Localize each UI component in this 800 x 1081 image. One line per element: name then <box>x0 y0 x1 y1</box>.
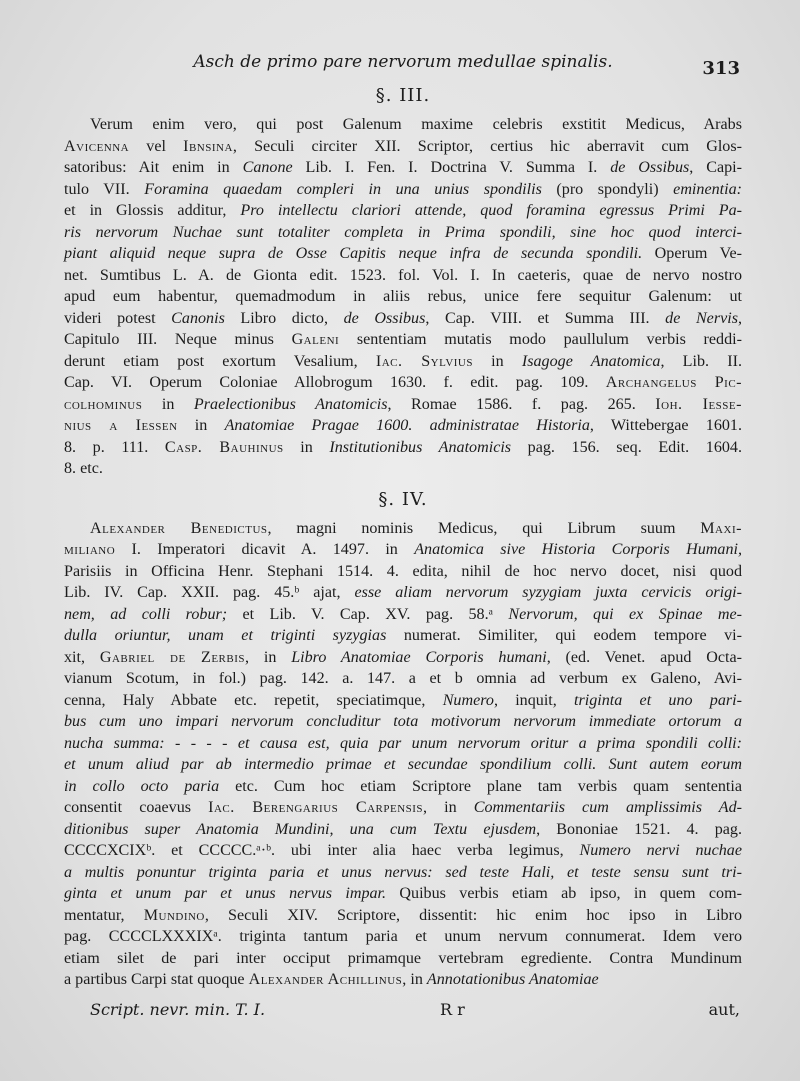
text-run: , Bononiae 1521. 4. pag. <box>536 820 742 838</box>
text-line <box>64 711 742 733</box>
text-run: Verum enim vero, qui post Galenum maxime celebris exstitit Medicus, Arabs <box>90 116 742 133</box>
name-smallcaps: colhominus <box>64 395 143 413</box>
quote-italic: bus cum uno impari nervorum concluditur tota motivorum nervorum immediate ortorum a <box>64 713 742 730</box>
signature-line: Script. nevr. min. T. I. <box>90 1000 266 1019</box>
name-smallcaps: Iac. Berengarius Carpensis <box>208 799 424 816</box>
name-smallcaps: Maxi- <box>700 519 742 537</box>
running-head <box>64 50 742 84</box>
quote-italic: piant aliquid neque supra de Osse Capitis neque infra de secunda spondili. <box>64 245 643 262</box>
name-smallcaps: Mundino <box>143 906 205 924</box>
text-run: , Seculi circiter XII. Scriptor, certius hic aberravit cum Glos- <box>232 137 742 155</box>
text-run: Lib. IV. Cap. XXII. pag. 45.ᵇ ajat, <box>64 584 355 601</box>
text-line <box>64 114 742 136</box>
text-run: etc. Cum hoc etiam Scriptore plane tam verbis quam sententia <box>219 777 742 795</box>
text-run: numerat. Similiter, qui eodem tempore vi- <box>386 627 742 644</box>
text-line <box>64 604 742 626</box>
text-run: 8. etc. <box>64 460 103 477</box>
name-smallcaps: Archangelus Pic- <box>605 374 743 391</box>
text-run: etiam silet de pari inter occiput primamque vertebram egrediente. Contra Mundinum <box>64 949 742 967</box>
quote-italic: Anatomiae Pragae 1600. administratae Historia <box>224 417 590 434</box>
quote-italic: nucha summa: - - - - et causa est, quia par unum nervorum oritur a prima spondili colli: <box>64 734 742 752</box>
text-run: Libro dicto, <box>224 309 344 327</box>
section-heading: §. III. <box>375 85 431 106</box>
text-line <box>64 179 742 201</box>
quote-italic: de Nervis <box>665 309 738 327</box>
text-line <box>64 668 742 690</box>
text-line <box>64 969 742 991</box>
text-run: , Cap. VIII. et Summa III. <box>425 309 666 327</box>
text-run: , inquit, <box>493 691 575 709</box>
text-line <box>64 926 742 948</box>
text-line <box>64 582 742 604</box>
text-line <box>64 518 742 540</box>
text-run: Quibus verbis etiam ab ipso, in quem com- <box>386 885 742 902</box>
name-smallcaps: Avicenna <box>64 137 130 155</box>
paragraph <box>64 114 742 480</box>
text-run: tulo VII. <box>64 180 145 198</box>
text-run: , Romae 1586. f. pag. 265. <box>387 395 656 413</box>
body-text <box>64 84 742 991</box>
quote-italic: Numero nervi nuchae <box>579 842 742 859</box>
text-run: in <box>283 438 330 456</box>
catchword: aut, <box>708 1000 740 1019</box>
text-line <box>64 200 742 222</box>
quote-italic: Isagoge Anatomica <box>521 352 661 370</box>
text-line <box>64 136 742 158</box>
text-run: , in <box>423 799 474 816</box>
name-smallcaps: Alexander Benedictus <box>90 519 268 537</box>
quote-italic: Libro Anatomiae Corporis humani <box>291 648 547 666</box>
text-line <box>64 797 742 819</box>
quote-italic: Annotationibus Anatomiae <box>426 971 599 988</box>
text-run: , in <box>402 971 427 988</box>
text-run: mentatur, <box>64 906 144 924</box>
text-run: in <box>473 352 522 370</box>
text-line <box>64 625 742 647</box>
section-spacer <box>64 480 742 488</box>
text-line <box>64 883 742 905</box>
quote-italic: ditionibus super Anatomia Mundini, una cum Textu ejusdem <box>64 820 537 838</box>
text-run: a partibus Carpi stat quoque <box>64 971 249 988</box>
text-run: pag. CCCCLXXXIXᵃ. triginta tantum paria et unum nervum connumerat. Idem vero <box>64 928 742 945</box>
text-run: in <box>177 417 225 434</box>
text-run: Operum Ve- <box>642 245 742 262</box>
quote-italic: Nervorum, qui ex Spinae me- <box>508 605 742 623</box>
text-run: CCCCXCIXᵇ. et CCCCC.ᵃ·ᵇ. ubi inter alia haec verba legimus, <box>64 842 580 859</box>
name-smallcaps: Alexander Achillinus <box>248 971 403 988</box>
quote-italic: Canonis <box>171 309 225 327</box>
text-line <box>64 948 742 970</box>
name-smallcaps: Iac. Sylvius <box>375 352 473 370</box>
quote-italic: eminentia: <box>673 180 742 198</box>
text-run: , Seculi XIV. Scriptore, dissentit: hic enim hoc ipso in Libro <box>204 906 742 924</box>
quote-italic: triginta et uno pari- <box>574 691 742 709</box>
name-smallcaps: miliano <box>64 541 116 558</box>
text-line <box>64 437 742 459</box>
text-run: net. Sumtibus L. A. de Gionta edit. 1523. fol. Vol. I. In caeteris, quae de nervo nostro <box>64 266 742 284</box>
signature-mark: R r <box>440 1000 465 1019</box>
text-line <box>64 862 742 884</box>
quote-italic: nem, ad colli robur; <box>64 605 228 623</box>
text-run: satoribus: Ait enim in <box>64 159 243 176</box>
text-run: apud eum habentur, quemadmodum in aliis rebus, unice fere sequitur Galenum: ut <box>64 288 742 305</box>
text-run: , <box>737 309 742 327</box>
text-run: Cap. VI. Operum Coloniae Allobrogum 1630. f. edit. pag. 109. <box>64 374 606 391</box>
quote-italic: esse aliam nervorum syzygiam juxta cervicis origi- <box>354 584 743 601</box>
text-line <box>64 819 742 841</box>
name-smallcaps: nius a Iessen <box>64 417 178 434</box>
name-smallcaps: Casp. Bauhinus <box>164 438 284 456</box>
text-run: Lib. I. Fen. I. Doctrina V. Summa I. <box>292 159 611 176</box>
text-line <box>64 243 742 265</box>
text-line <box>64 539 742 561</box>
quote-italic: Commentariis cum amplissimis Ad- <box>473 799 742 816</box>
text-line <box>64 561 742 583</box>
text-run: , Wittebergae 1601. <box>589 417 742 434</box>
text-line <box>64 905 742 927</box>
text-run: sententiam mutatis modo paullulum verbis reddi- <box>339 331 742 348</box>
text-run: pag. 156. seq. Edit. 1604. <box>511 438 742 456</box>
text-run: in <box>142 395 194 413</box>
text-run: derunt etiam post exortum Vesalium, <box>64 352 376 370</box>
text-line <box>64 733 742 755</box>
text-run: I. Imperatori dicavit A. 1497. in <box>115 541 415 558</box>
name-smallcaps: Ibnsina <box>183 137 233 155</box>
text-line <box>64 372 742 394</box>
text-run: xit, <box>64 648 100 666</box>
text-line <box>64 840 742 862</box>
quote-italic: in collo octo paria <box>64 777 220 795</box>
text-run: , (ed. Venet. apud Octa- <box>546 648 742 666</box>
text-line <box>64 415 742 437</box>
text-line <box>64 690 742 712</box>
quote-italic: ris nervorum Nuchae sunt totaliter completa in Prima spondili, sine hoc quod interci- <box>64 223 742 241</box>
text-run: consentit coaevus <box>64 799 209 816</box>
quote-italic: dulla oriuntur, unam et triginti syzygias <box>64 627 387 644</box>
text-run: , Capi- <box>689 159 742 176</box>
text-run: et in Glossis additur, <box>64 202 241 219</box>
text-run: vianum Scotum, in fol.) pag. 142. a. 147. a et b omnia ad verbum ex Galeno, Avi- <box>64 670 742 687</box>
paragraph <box>64 518 742 991</box>
page-footer <box>90 1000 740 1022</box>
text-run: cenna, Haly Abbate etc. repetit, speciatimque, <box>64 691 443 709</box>
text-line <box>64 351 742 373</box>
quote-italic: Numero <box>442 691 494 709</box>
section-heading: §. IV. <box>378 488 428 510</box>
text-line <box>64 776 742 798</box>
name-smallcaps: Galeni <box>291 331 340 348</box>
quote-italic: Foramina quaedam compleri in una unius spondilis <box>144 180 542 198</box>
text-line <box>64 286 742 308</box>
text-line <box>64 222 742 244</box>
quote-italic: a multis ponuntur triginta paria et unus nervus: sed teste Hali, et teste sensu sunt tri- <box>64 863 742 881</box>
text-run: videri potest <box>64 309 172 327</box>
text-run: Parisiis in Officina Henr. Stephani 1514. 4. edita, nihil de hoc nervo docet, nisi quod <box>64 562 742 580</box>
quote-italic: et unum aliud par ab intermedio primae et secundae spondilium colli. Sunt autem eorum <box>64 756 742 773</box>
text-run: (pro spondyli) <box>541 180 674 198</box>
text-run: vel <box>129 137 184 155</box>
text-line <box>64 265 742 287</box>
text-run: , magni nominis Medicus, qui Librum suum <box>267 519 701 537</box>
quote-italic: de Ossibus <box>610 159 690 176</box>
text-line <box>64 394 742 416</box>
text-run: et Lib. V. Cap. XV. pag. 58.ᵃ <box>227 605 509 623</box>
text-run: , in <box>245 648 292 666</box>
quote-italic: Praelectionibus Anatomicis <box>193 395 388 413</box>
page-number: 313 <box>702 58 740 79</box>
text-line <box>64 308 742 330</box>
name-smallcaps: Ioh. Iesse- <box>655 395 742 413</box>
running-head-title: Asch de primo pare nervorum medullae spinalis. <box>193 52 613 72</box>
text-line <box>64 754 742 776</box>
quote-italic: Anatomica sive Historia Corporis Humani, <box>414 541 742 558</box>
text-line <box>64 329 742 351</box>
text-line <box>64 458 742 480</box>
quote-italic: ginta et unum par et unus nervus impar. <box>64 885 387 902</box>
quote-italic: Canone <box>242 159 293 176</box>
quote-italic: Pro intellectu clariori attende, quod foramina egressus Primi Pa- <box>240 202 742 219</box>
quote-italic: de Ossibus <box>343 309 426 327</box>
text-run: , Lib. II. <box>660 352 742 370</box>
quote-italic: Institutionibus Anatomicis <box>329 438 512 456</box>
text-run: 8. p. 111. <box>64 438 165 456</box>
text-line <box>64 647 742 669</box>
text-line <box>64 157 742 179</box>
text-run: Capitulo III. Neque minus <box>64 331 292 348</box>
name-smallcaps: Gabriel de Zerbis <box>99 648 245 666</box>
